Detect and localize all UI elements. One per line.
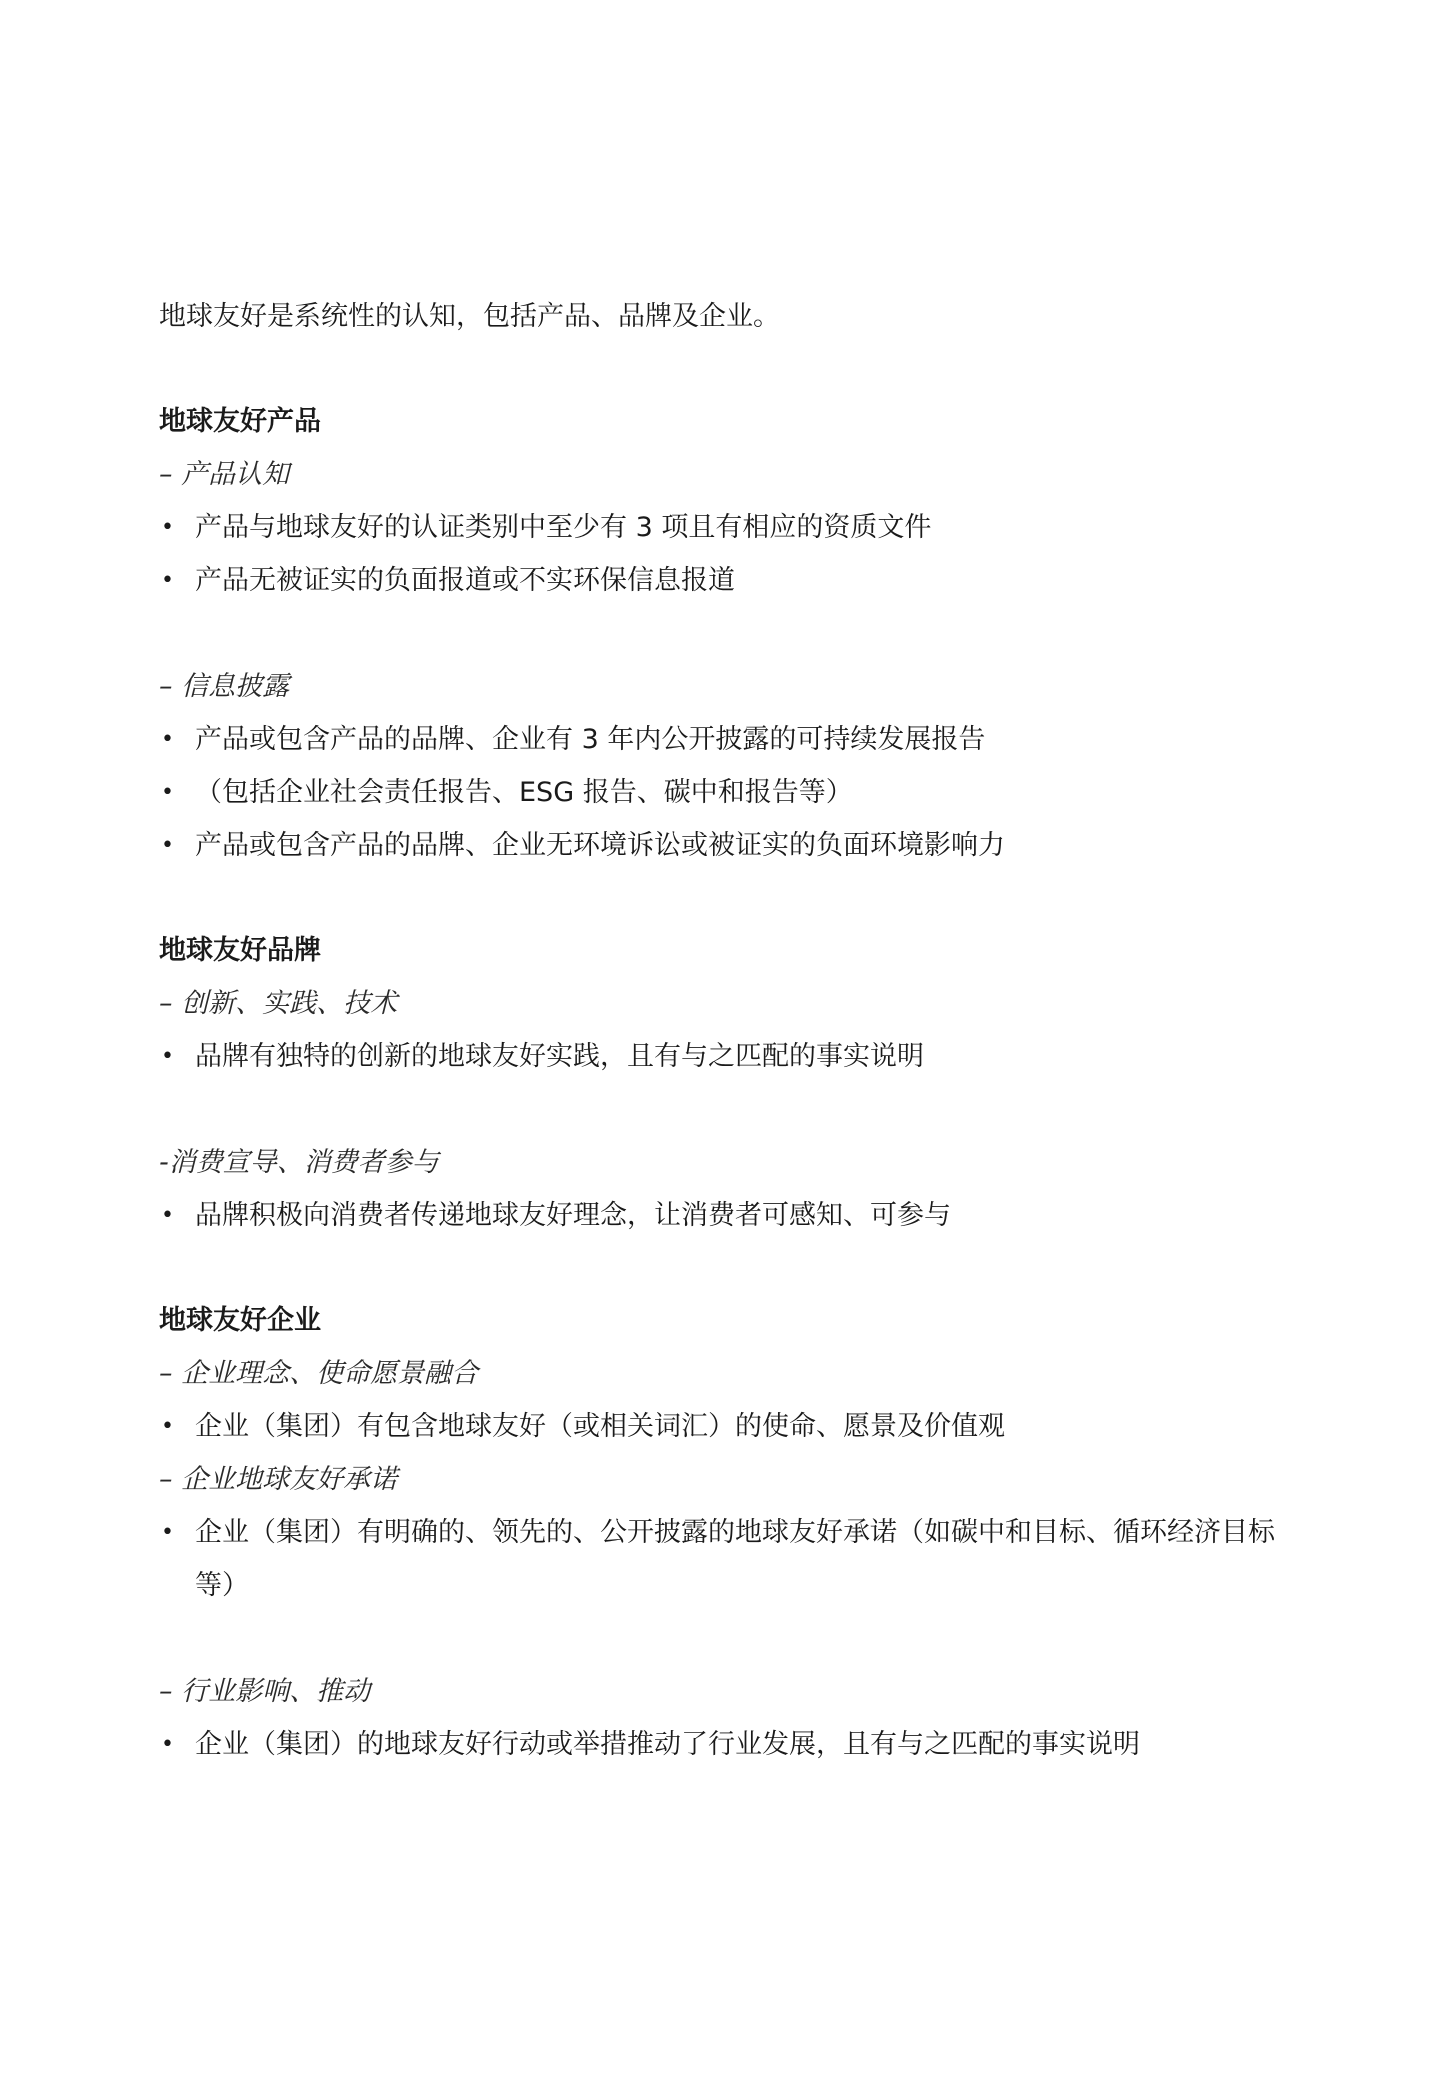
bullet-icon: • xyxy=(161,727,174,752)
section-brands xyxy=(159,924,1299,1242)
subsection-title: – 企业理念、使命愿景融合 xyxy=(159,1358,479,1389)
document-page xyxy=(159,290,1299,1771)
subsection-title: – 企业地球友好承诺 xyxy=(159,1464,398,1495)
list-item xyxy=(159,554,1299,607)
subsection-title: – 产品认知 xyxy=(159,459,290,490)
bullet-list xyxy=(159,713,1299,872)
bullet-list xyxy=(159,1400,1299,1453)
subsection-title: – 信息披露 xyxy=(159,671,290,702)
list-item xyxy=(159,1718,1299,1771)
section-products xyxy=(159,395,1299,872)
section-enterprises xyxy=(159,1294,1299,1771)
bullet-list xyxy=(159,1030,1299,1083)
subsection-title: – 行业影响、推动 xyxy=(159,1676,371,1707)
list-item-text: 企业（集团）有包含地球友好（或相关词汇）的使命、愿景及价值观 xyxy=(195,1411,1005,1442)
list-item-text: 企业（集团）的地球友好行动或举措推动了行业发展，且有与之匹配的事实说明 xyxy=(195,1729,1140,1760)
list-item-text: 产品或包含产品的品牌、企业无环境诉讼或被证实的负面环境影响力 xyxy=(195,830,1005,861)
spacer xyxy=(159,1083,1299,1136)
list-item xyxy=(159,1506,1299,1612)
list-item-text: 品牌有独特的创新的地球友好实践，且有与之匹配的事实说明 xyxy=(195,1041,924,1072)
list-item xyxy=(159,501,1299,554)
list-item-text: 品牌积极向消费者传递地球友好理念，让消费者可感知、可参与 xyxy=(195,1200,951,1231)
list-item-text: 产品或包含产品的品牌、企业有 3 年内公开披露的可持续发展报告 xyxy=(195,724,986,755)
bullet-list xyxy=(159,1189,1299,1242)
spacer xyxy=(159,1612,1299,1665)
list-item-text: 产品无被证实的负面报道或不实环保信息报道 xyxy=(195,565,735,596)
bullet-list xyxy=(159,1718,1299,1771)
subsection-title: – 创新、实践、技术 xyxy=(159,988,398,1019)
bullet-icon: • xyxy=(161,833,174,858)
list-item xyxy=(159,1189,1299,1242)
list-item xyxy=(159,1400,1299,1453)
bullet-icon: • xyxy=(161,780,174,805)
bullet-icon: • xyxy=(161,568,174,593)
bullet-icon: • xyxy=(161,515,174,540)
list-item xyxy=(159,713,1299,766)
bullet-icon: • xyxy=(161,1732,174,1757)
list-item-text: 产品与地球友好的认证类别中至少有 3 项且有相应的资质文件 xyxy=(195,512,932,543)
section-title: 地球友好企业 xyxy=(159,1305,321,1336)
spacer xyxy=(159,607,1299,660)
subsection-title: -消费宣导、消费者参与 xyxy=(159,1147,439,1178)
bullet-icon: • xyxy=(161,1520,174,1545)
list-item-text: （包括企业社会责任报告、ESG 报告、碳中和报告等） xyxy=(195,777,853,808)
list-item-text: 企业（集团）有明确的、领先的、公开披露的地球友好承诺（如碳中和目标、循环经济目标等） xyxy=(195,1517,1275,1601)
bullet-list xyxy=(159,1506,1299,1612)
bullet-icon: • xyxy=(161,1044,174,1069)
list-item xyxy=(159,766,1299,819)
list-item xyxy=(159,819,1299,872)
list-item xyxy=(159,1030,1299,1083)
bullet-icon: • xyxy=(161,1203,174,1228)
section-title: 地球友好品牌 xyxy=(159,935,321,966)
bullet-icon: • xyxy=(161,1414,174,1439)
bullet-list xyxy=(159,501,1299,607)
section-title: 地球友好产品 xyxy=(159,406,321,437)
intro-paragraph: 地球友好是系统性的认知，包括产品、品牌及企业。 xyxy=(159,301,780,332)
